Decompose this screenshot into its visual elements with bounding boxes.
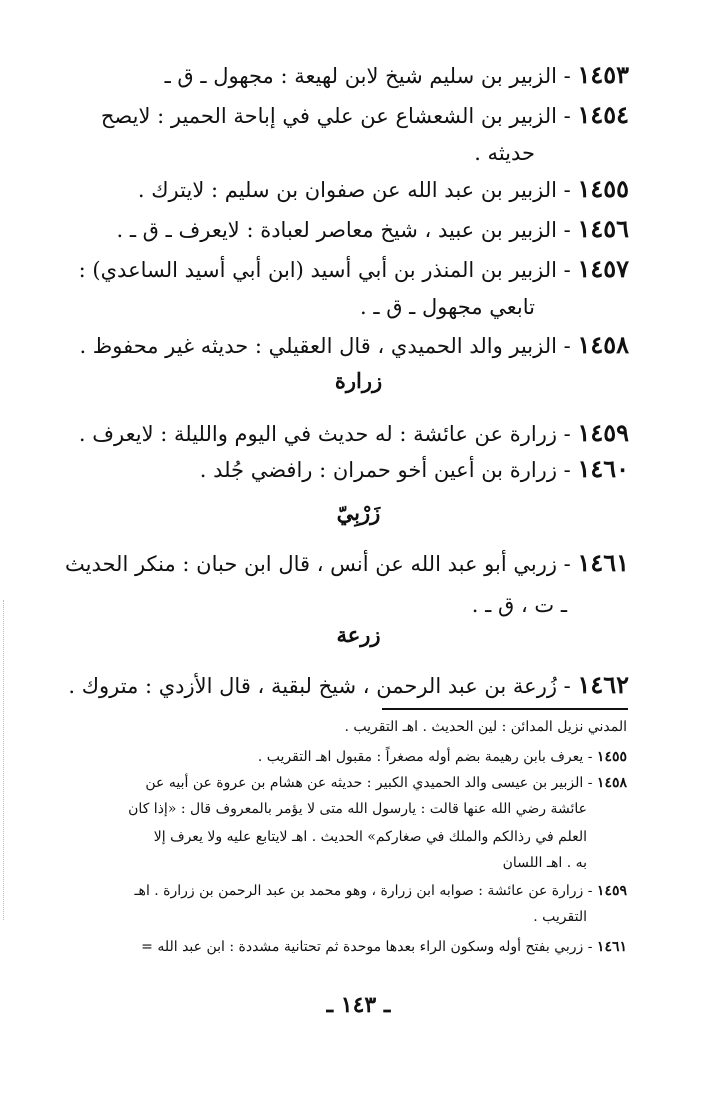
footnote-separator bbox=[382, 708, 628, 710]
entry-number: ١٤٦٠ bbox=[577, 454, 629, 483]
entry-1455 bbox=[60, 172, 629, 207]
footnote-number: ١٤٥٨ bbox=[596, 775, 627, 791]
entry-text: - زرارة عن عائشة : له حديث في اليوم والليلة : لايعرف . bbox=[78, 422, 571, 446]
footnote-continuation: المدني نزيل المدائن : لين الحديث . اهـ التقريب . bbox=[344, 719, 627, 735]
footnote-text: - الزبير بن عيسى والد الحميدي الكبير : حديثه عن هشام بن عروة عن أبيه عن bbox=[145, 775, 593, 791]
entry-1454 bbox=[100, 98, 629, 133]
footnote-1458 bbox=[145, 772, 627, 794]
entry-1458 bbox=[60, 328, 629, 363]
entry-1457-continuation: تابعي مجهول ـ ق ـ . bbox=[360, 295, 535, 319]
page-number: ـ ١٤٣ ـ bbox=[326, 992, 391, 1018]
scan-edge-mark bbox=[3, 600, 5, 920]
footnote-text: - زربي بفتح أوله وسكون الراء بعدها موحدة ثم تحتانية مشددة : ابن عبد الله = bbox=[141, 939, 593, 955]
footnote-1459-line-2: التقريب . bbox=[533, 909, 587, 925]
entry-number: ١٤٦٢ bbox=[577, 670, 629, 699]
entry-number: ١٤٥٨ bbox=[577, 330, 629, 359]
entry-text: - الزبير والد الحميدي ، قال العقيلي : حديثه غير محفوظ . bbox=[79, 334, 571, 358]
entry-text: - زُرعة بن عبد الرحمن ، شيخ لبقية ، قال الأزدي : متروك . bbox=[68, 674, 571, 698]
footnote-text: - زرارة عن عائشة : صوابه ابن زرارة ، وهو محمد بن عبد الرحمن بن زرارة . اهـ bbox=[134, 883, 593, 899]
entry-number: ١٤٥٥ bbox=[577, 174, 629, 203]
entry-1461-continuation: ـ ت ، ق ـ . bbox=[471, 593, 567, 617]
entry-text: - الزبير بن المنذر بن أبي أسيد (ابن أبي أسيد الساعدي) : bbox=[78, 258, 571, 282]
footnote-number: ١٤٦١ bbox=[596, 939, 627, 955]
entry-number: ١٤٦١ bbox=[577, 548, 629, 577]
entry-text: - زرارة بن أعين أخو حمران : رافضي جُلد . bbox=[199, 458, 571, 482]
entry-number: ١٤٥٩ bbox=[577, 418, 629, 447]
footnote-1455 bbox=[258, 746, 627, 768]
entry-1456 bbox=[60, 212, 629, 247]
entry-text: - زربي أبو عبد الله عن أنس ، قال ابن حبان : منكر الحديث bbox=[65, 552, 571, 576]
entry-1453 bbox=[60, 58, 629, 93]
entry-1461 bbox=[60, 546, 629, 581]
heading-zurara: زرارة bbox=[334, 368, 383, 393]
footnote-number: ١٤٥٥ bbox=[596, 749, 627, 765]
entry-1460 bbox=[60, 452, 629, 487]
footnote-1458-line-3: العلم في رذالكم والملك في صغاركم» الحديث . اهـ لايتابع عليه ولا يعرف إلا bbox=[153, 829, 587, 845]
entry-text: - الزبير بن عبد الله عن صفوان بن سليم : لايترك . bbox=[137, 178, 571, 202]
entry-text: - الزبير بن الشعشاع عن علي في إباحة الحمير : لايصح bbox=[100, 104, 571, 128]
entry-1457 bbox=[60, 252, 629, 287]
footnote-1458-line-4: به . اهـ اللسان bbox=[502, 855, 587, 871]
heading-zurbi: زَرْبِيّ bbox=[336, 500, 381, 525]
entry-1462 bbox=[60, 668, 629, 703]
entry-text: - الزبير بن سليم شيخ لابن لهيعة : مجهول ـ ق ـ bbox=[164, 64, 571, 88]
entry-number: ١٤٥٧ bbox=[577, 254, 629, 283]
entry-1459 bbox=[60, 416, 629, 451]
footnote-text: - يعرف بابن رهيمة بضم أوله مصغراً : مقبول اهـ التقريب . bbox=[257, 749, 593, 765]
entry-1454-continuation: حديثه . bbox=[474, 141, 535, 165]
heading-zura: زرعة bbox=[336, 622, 381, 647]
footnote-number: ١٤٥٩ bbox=[596, 883, 627, 899]
entry-number: ١٤٥٣ bbox=[577, 60, 629, 89]
footnote-1458-line-2: عائشة رضي الله عنها قالت : يارسول الله متى لا يؤمر بالمعروف قال : «إذا كان bbox=[128, 801, 587, 817]
entry-text: - الزبير بن عبيد ، شيخ معاصر لعبادة : لايعرف ـ ق ـ . bbox=[116, 218, 571, 242]
entry-number: ١٤٥٤ bbox=[577, 100, 629, 129]
footnote-1459 bbox=[134, 880, 627, 902]
footnote-1461 bbox=[141, 936, 627, 958]
entry-number: ١٤٥٦ bbox=[577, 214, 629, 243]
